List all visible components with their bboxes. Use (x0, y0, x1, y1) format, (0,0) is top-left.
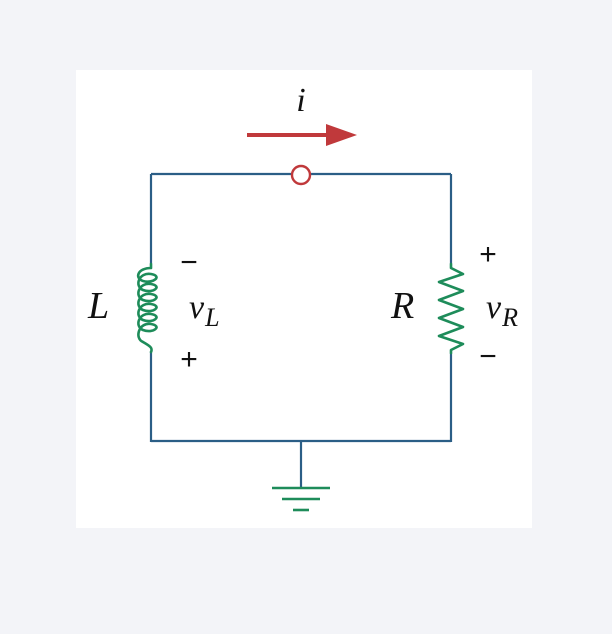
resistor-voltage-sub: R (502, 303, 518, 332)
circuit-wires (151, 174, 451, 488)
resistor-voltage-main: v (486, 289, 502, 326)
inductor-coil-icon (138, 264, 156, 352)
ground-icon (272, 488, 330, 510)
inductor-sign-top: − (180, 246, 198, 279)
inductor-voltage-sub: L (205, 303, 220, 332)
terminal-node (292, 166, 310, 184)
resistor-voltage-label (486, 289, 518, 332)
resistor-sign-bottom: − (479, 340, 497, 373)
current-arrow-icon (247, 124, 357, 146)
resistor-zigzag-icon (439, 264, 463, 353)
resistor-sign-top: + (479, 238, 497, 271)
inductor-voltage-label (189, 289, 220, 332)
resistor-label: R (391, 285, 415, 327)
inductor-label: L (88, 285, 110, 327)
inductor-voltage-main: v (189, 289, 205, 326)
diagram-canvas (76, 70, 532, 528)
current-label: i (296, 82, 306, 119)
inductor-sign-bottom: + (180, 343, 198, 376)
